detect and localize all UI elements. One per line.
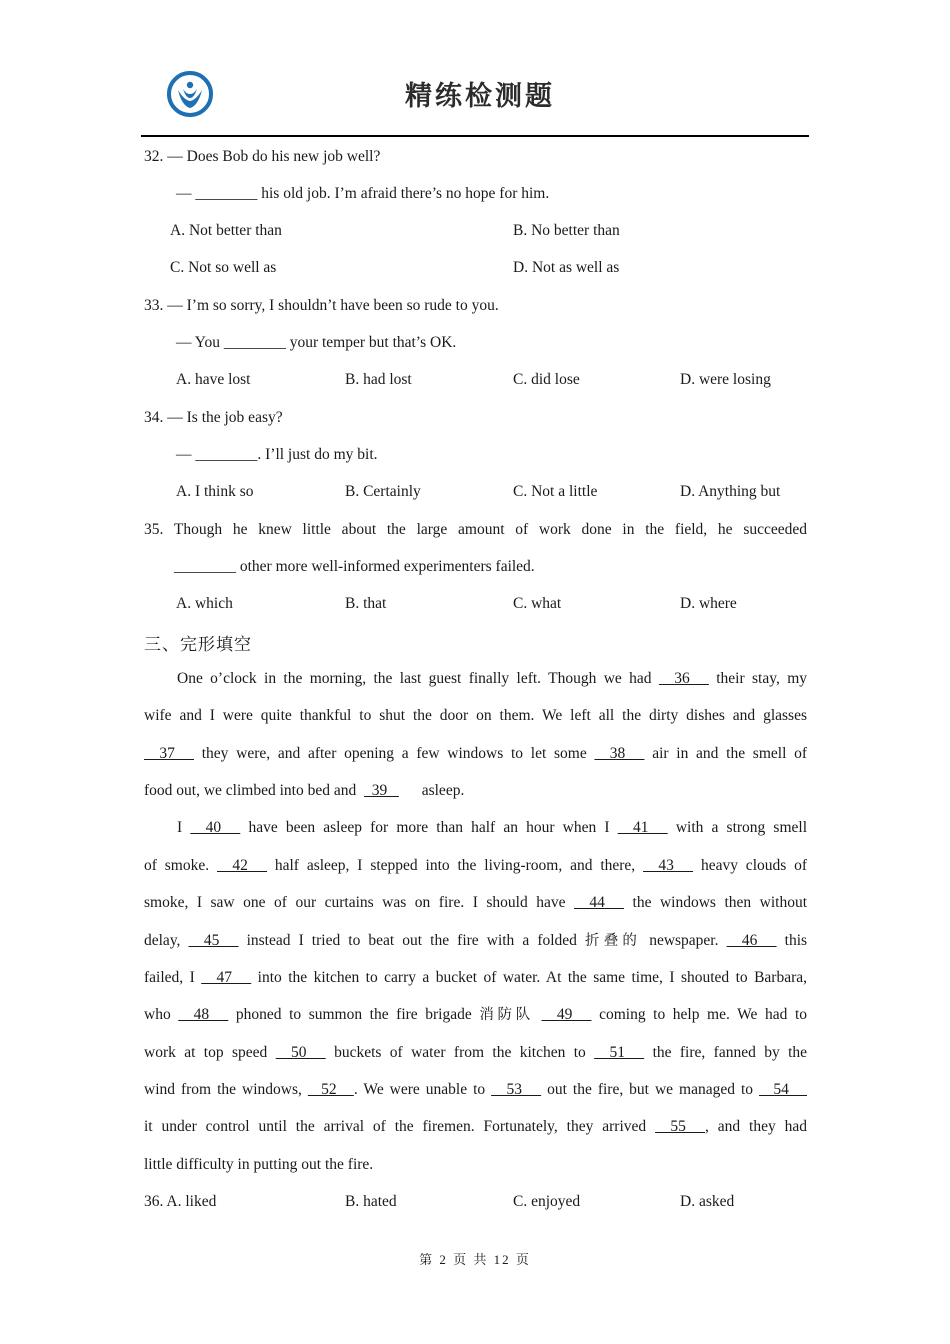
blank-54: 54	[759, 1081, 807, 1098]
blank-36: 36	[658, 670, 709, 687]
passage-line: wind from the windows, 52 . We were unable to 53 out the fire, but we managed to 54	[144, 1081, 807, 1098]
question-32-stem: 32. — Does Bob do his new job well?	[144, 148, 381, 165]
blank-55: 55	[655, 1118, 706, 1135]
question-34-option-a: A. I think so	[176, 483, 254, 500]
blank-37: 37	[144, 745, 194, 762]
blank-49: 49	[541, 1006, 592, 1023]
page-title: 精练检测题	[405, 81, 555, 112]
blank-40: 40	[190, 819, 241, 836]
blank-39: 39	[363, 782, 399, 799]
blank-38: 38	[594, 745, 645, 762]
page-number: 第 2 页 共 12 页	[419, 1252, 531, 1267]
passage-line: food out, we climbed into bed and 39 asleep.	[144, 782, 465, 799]
section-title-cloze: 三、完形填空	[144, 635, 252, 655]
question-35-option-d: D. where	[680, 595, 737, 612]
blank-45: 45	[188, 932, 239, 949]
passage-line: failed, I 47 into the kitchen to carry a bucket of water. At the same time, I shouted to Barbara,	[144, 969, 808, 986]
question-33-reply: — You ________ your temper but that’s OK.	[176, 334, 457, 351]
blank-52: 52	[307, 1081, 354, 1098]
passage-line: wife and I were quite thankful to shut the door on them. We left all the dirty dishes and glasses	[144, 707, 807, 724]
question-32-option-c: C. Not so well as	[170, 259, 277, 276]
gloss-fire-brigade: 消防队	[479, 1007, 534, 1023]
blank-42: 42	[217, 857, 267, 874]
question-32-option-a: A. Not better than	[170, 222, 282, 239]
passage-line: I 40 have been asleep for more than half an hour when I 41 with a strong smell	[177, 819, 808, 836]
blank-44: 44	[574, 894, 624, 911]
passage-line: of smoke. 42 half asleep, I stepped into the living-room, and there, 43 heavy clouds of	[144, 857, 808, 874]
question-36-option-b: B. hated	[345, 1193, 397, 1210]
question-36-option-d: D. asked	[680, 1193, 735, 1210]
blank-41: 41	[617, 819, 668, 836]
gloss-folded: 折叠的	[585, 933, 642, 949]
question-35-option-b: B. that	[345, 595, 387, 612]
blank-47: 47	[201, 969, 252, 986]
passage-line: it under control until the arrival of the firemen. Fortunately, they arrived 55 , and they had	[144, 1118, 807, 1135]
blank-53: 53	[491, 1081, 542, 1098]
passage-line: little difficulty in putting out the fire.	[144, 1156, 374, 1173]
blank-48: 48	[178, 1006, 229, 1023]
question-32-option-b: B. No better than	[513, 222, 620, 239]
question-35-continuation: ________ other more well-informed experimenters failed.	[174, 558, 535, 575]
passage-line: One o’clock in the morning, the last guest finally left. Though we had 36 their stay, my	[177, 670, 808, 687]
question-35-option-c: C. what	[513, 595, 562, 612]
passage-line: 37 they were, and after opening a few windows to let some 38 air in and the smell of	[144, 745, 808, 762]
blank-50: 50	[275, 1044, 326, 1061]
blank-51: 51	[594, 1044, 645, 1061]
passage-line: delay, 45 instead I tried to beat out the fire with a folded 折叠的 newspaper. 46 this	[144, 932, 808, 949]
question-34-option-b: B. Certainly	[345, 483, 421, 500]
blank-46: 46	[726, 932, 777, 949]
question-35-option-a: A. which	[176, 595, 233, 612]
question-34-option-c: C. Not a little	[513, 483, 598, 500]
question-33-option-a: A. have lost	[176, 371, 251, 388]
question-34-option-d: D. Anything but	[680, 483, 781, 500]
passage-line: smoke, I saw one of our curtains was on fire. I should have 44 the windows then without	[144, 894, 808, 911]
question-35-stem: 35. Though he knew little about the large amount of work done in the field, he succeeded	[144, 521, 807, 538]
question-33-stem: 33. — I’m so sorry, I shouldn’t have been so rude to you.	[144, 297, 499, 314]
question-36-option-a: 36. A. liked	[144, 1193, 217, 1210]
question-33-option-d: D. were losing	[680, 371, 771, 388]
question-32-reply: — ________ his old job. I’m afraid there’s no hope for him.	[176, 185, 550, 202]
question-33-option-c: C. did lose	[513, 371, 580, 388]
question-34-reply: — ________. I’ll just do my bit.	[176, 446, 378, 463]
header-divider	[141, 135, 809, 137]
question-34-stem: 34. — Is the job easy?	[144, 409, 283, 426]
passage-line: who 48 phoned to summon the fire brigade 消防队 49 coming to help me. We had to	[144, 1006, 808, 1023]
passage-line: work at top speed 50 buckets of water from the kitchen to 51 the fire, fanned by the	[144, 1044, 808, 1061]
blank-43: 43	[643, 857, 694, 874]
question-36-option-c: C. enjoyed	[513, 1193, 581, 1210]
question-32-option-d: D. Not as well as	[513, 259, 620, 276]
question-33-option-b: B. had lost	[345, 371, 412, 388]
